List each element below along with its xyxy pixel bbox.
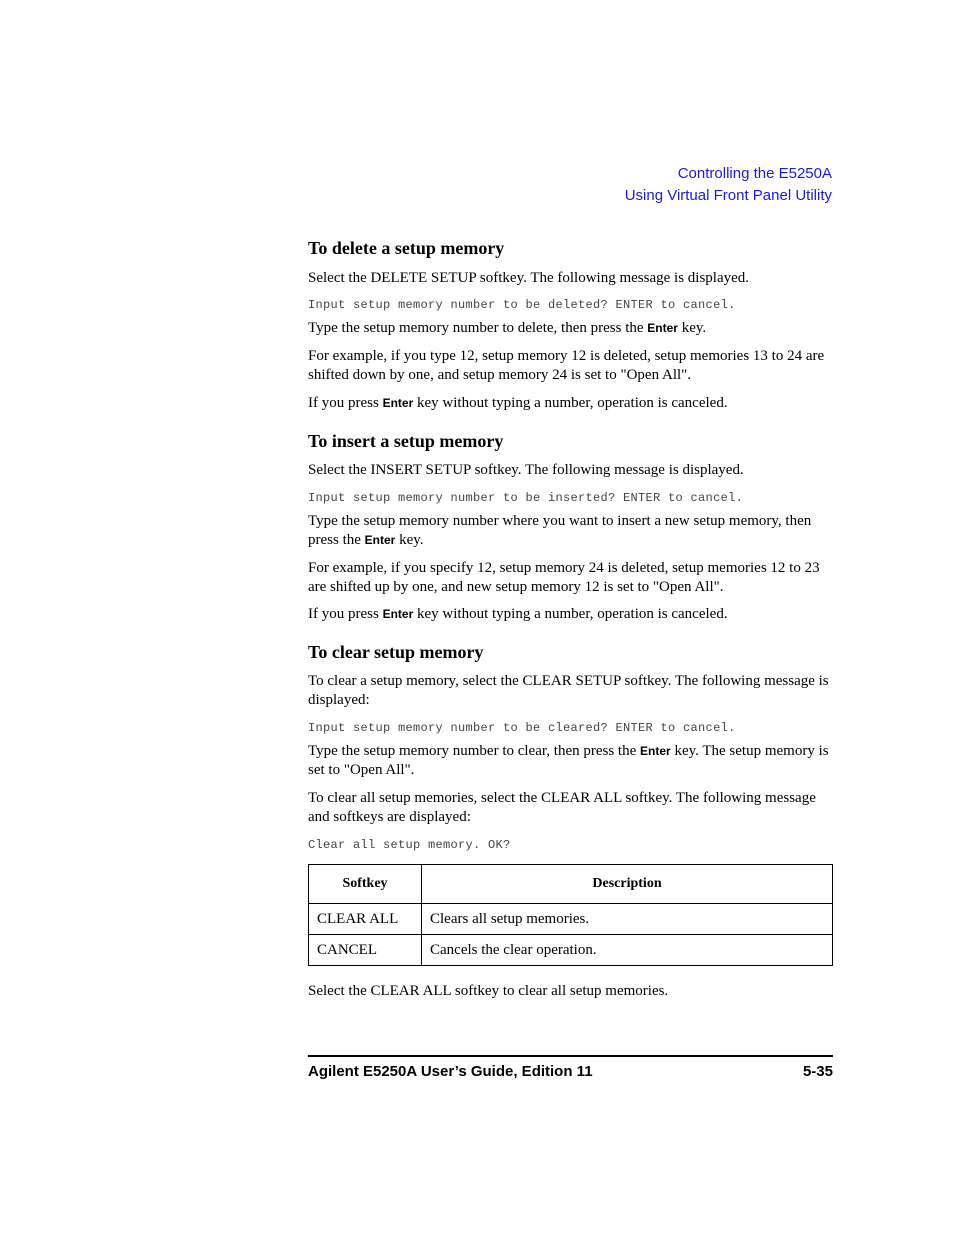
delete-cancel-note: If you press Enter key without typing a number, operation is canceled. (308, 395, 728, 411)
enter-key-label: Enter (382, 607, 414, 621)
delete-intro: Select the DELETE SETUP softkey. The following message is displayed. (308, 270, 750, 286)
header-chapter-title: Controlling the E5250A (677, 165, 832, 182)
table-header-row (309, 865, 833, 904)
heading-insert-setup-memory: To insert a setup memory (308, 431, 504, 451)
insert-intro: Select the INSERT SETUP softkey. The following message is displayed. (308, 462, 744, 478)
enter-key-label: Enter (364, 533, 396, 547)
footer-document-title: Agilent E5250A User’s Guide, Edition 11 (308, 1063, 593, 1080)
clear-intro: To clear a setup memory, select the CLEAR SETUP softkey. The following message is displayed: (308, 673, 829, 708)
enter-key-label: Enter (382, 396, 414, 410)
enter-key-label: Enter (647, 321, 678, 335)
heading-clear-setup-memory: To clear setup memory (308, 642, 484, 662)
footer-page-number: 5-35 (802, 1063, 833, 1080)
delete-message: Input setup memory number to be deleted? ENTER to cancel. (308, 298, 736, 312)
insert-instruction: Type the setup memory number where you want to insert a new setup memory, then press the Enter key. (308, 513, 812, 548)
clear-instruction: Type the setup memory number to clear, then press the Enter key. The setup memory is set to "Open All". (308, 743, 829, 778)
insert-cancel-note: If you press Enter key without typing a number, operation is canceled. (308, 606, 728, 622)
table-cell-description: Clears all setup memories. (422, 904, 833, 935)
header-section-title: Using Virtual Front Panel Utility (624, 187, 832, 204)
heading-delete-setup-memory: To delete a setup memory (308, 238, 505, 258)
delete-example: For example, if you type 12, setup memory 12 is deleted, setup memories 13 to 24 are shifted down by one, and setup memory 24 is set to "Open All". (308, 348, 825, 383)
table-header-description: Description (422, 865, 833, 904)
clear-all-intro: To clear all setup memories, select the CLEAR ALL softkey. The following message and softkeys are displayed: (308, 790, 816, 825)
softkey-table (308, 864, 833, 966)
table-cell-softkey: CANCEL (309, 935, 422, 966)
table-row (309, 935, 833, 966)
table-cell-description: Cancels the clear operation. (422, 935, 833, 966)
insert-example: For example, if you specify 12, setup memory 24 is deleted, setup memories 12 to 23 are shifted up by one, and new setup memory 12 is set to "Open All". (308, 560, 820, 595)
table-row (309, 904, 833, 935)
clear-all-message: Clear all setup memory. OK? (308, 838, 511, 852)
clear-message: Input setup memory number to be cleared? ENTER to cancel. (308, 721, 736, 735)
clear-closing-note: Select the CLEAR ALL softkey to clear all setup memories. (308, 983, 669, 999)
delete-instruction: Type the setup memory number to delete, then press the Enter key. (308, 320, 707, 336)
insert-message: Input setup memory number to be inserted? ENTER to cancel. (308, 491, 744, 505)
enter-key-label: Enter (640, 744, 671, 758)
table-header-softkey: Softkey (309, 865, 422, 904)
footer-rule (308, 1055, 833, 1057)
table-cell-softkey: CLEAR ALL (309, 904, 422, 935)
